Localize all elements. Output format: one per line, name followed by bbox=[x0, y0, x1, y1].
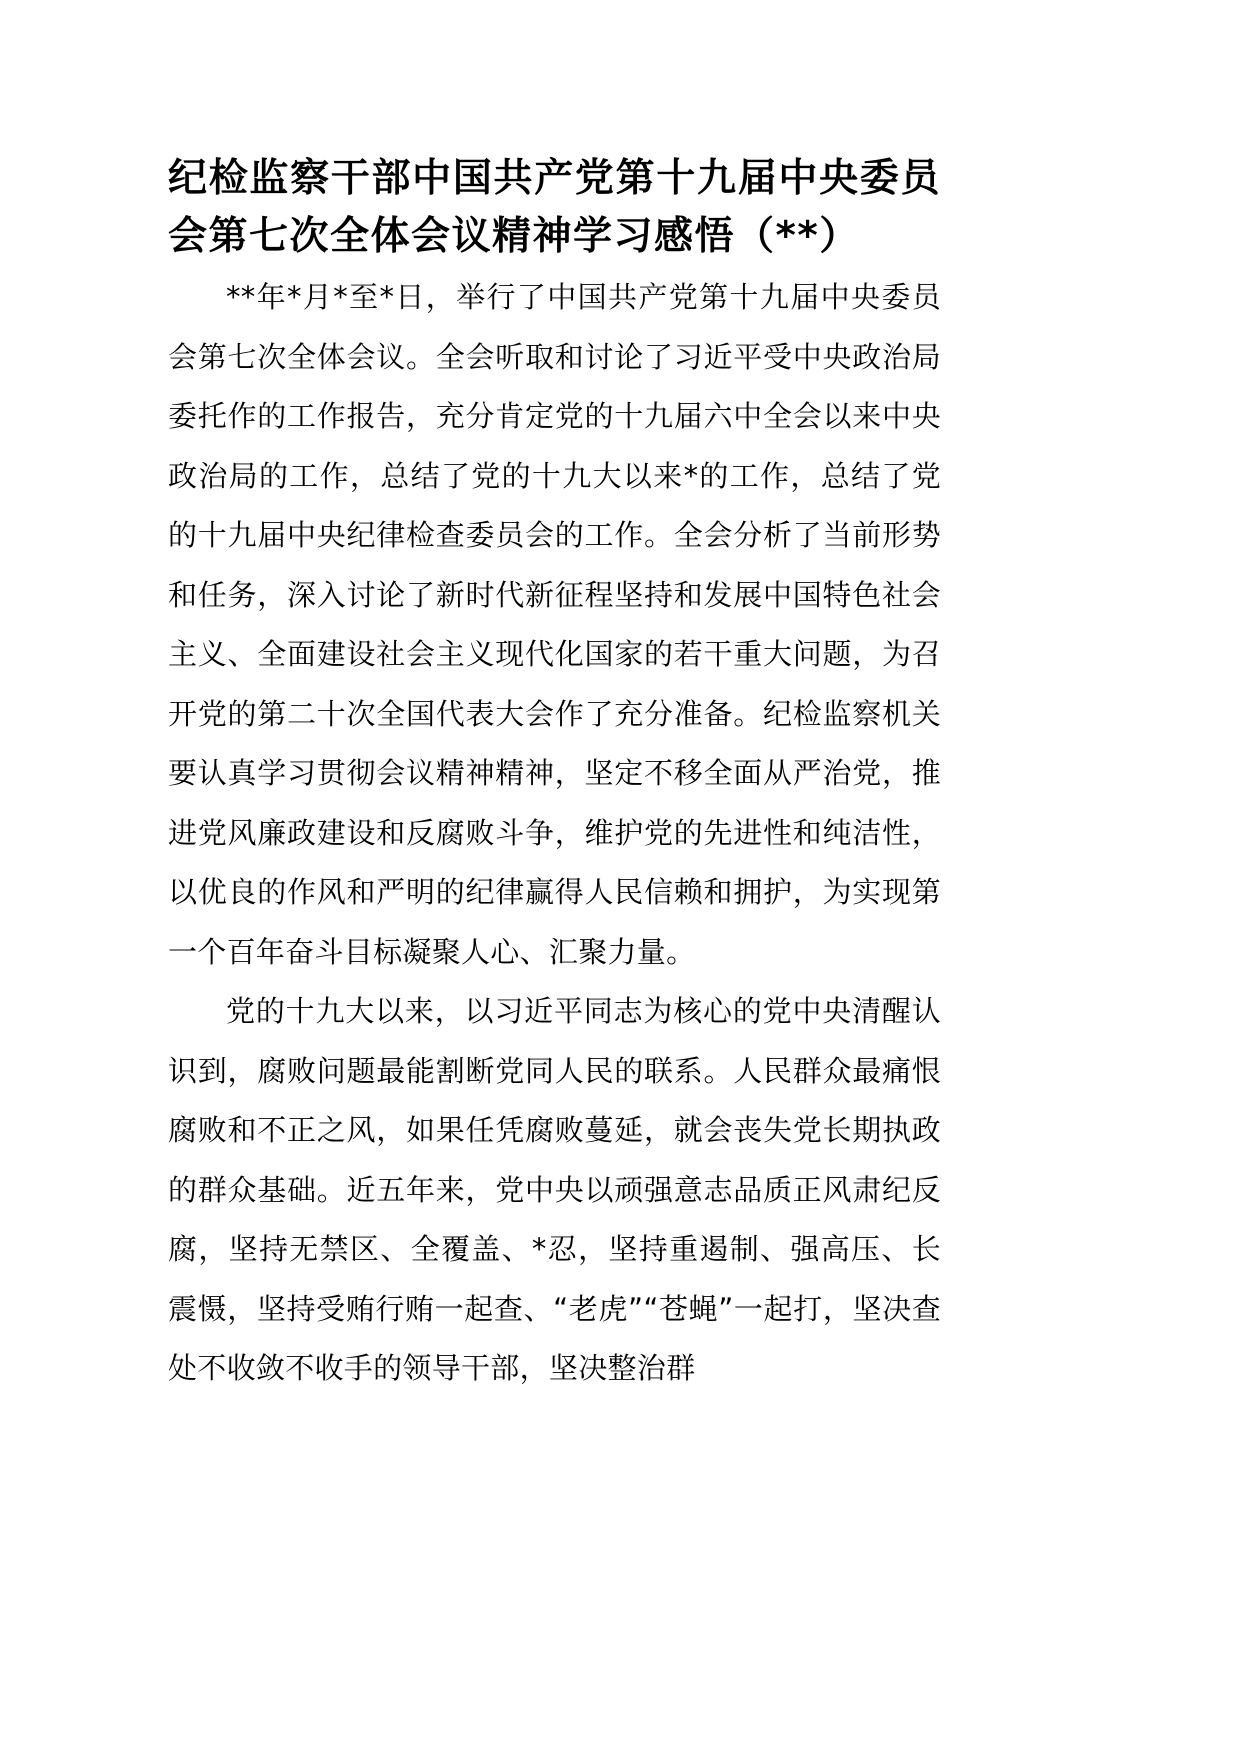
document-page bbox=[168, 150, 941, 1399]
paragraph-2: 党的十九大以来，以习近平同志为核心的党中央清醒认识到，腐败问题最能割断党同人民的联系。人民群众最痛恨腐败和不正之风，如果任凭腐败蔓延，就会丧失党长期执政的群众基础。近五年来，党中央以顽强意志品质正风肃纪反腐，坚持无禁区、全覆盖、*忍，坚持重遏制、强高压、长震慑，坚持受贿行贿一起查、“老虎”“苍蝇”一起打，坚决查处不收敛不收手的领导干部，坚决整治群 bbox=[168, 994, 941, 1385]
document-title: 纪检监察干部中国共产党第十九届中央委员会第七次全体会议精神学习感悟（**） bbox=[168, 156, 941, 259]
document-body bbox=[168, 268, 941, 1399]
paragraph-1: **年*月*至*日，举行了中国共产党第十九届中央委员会第七次全体会议。全会听取和讨论了习近平受中央政治局委托作的工作报告，充分肯定党的十九届六中全会以来中央政治局的工作，总结了党的十九大以来*的工作，总结了党的十九届中央纪律检查委员会的工作。全会分析了当前形势和任务，深入讨论了新时代新征程坚持和发展中国特色社会主义、全面建设社会主义现代化国家的若干重大问题，为召开党的第二十次全国代表大会作了充分准备。纪检监察机关要认真学习贯彻会议精神精神，坚定不移全面从严治党，推进党风廉政建设和反腐败斗争，维护党的先进性和纯洁性，以优良的作风和严明的纪律赢得人民信赖和拥护，为实现第一个百年奋斗目标凝聚人心、汇聚力量。 bbox=[168, 280, 941, 969]
